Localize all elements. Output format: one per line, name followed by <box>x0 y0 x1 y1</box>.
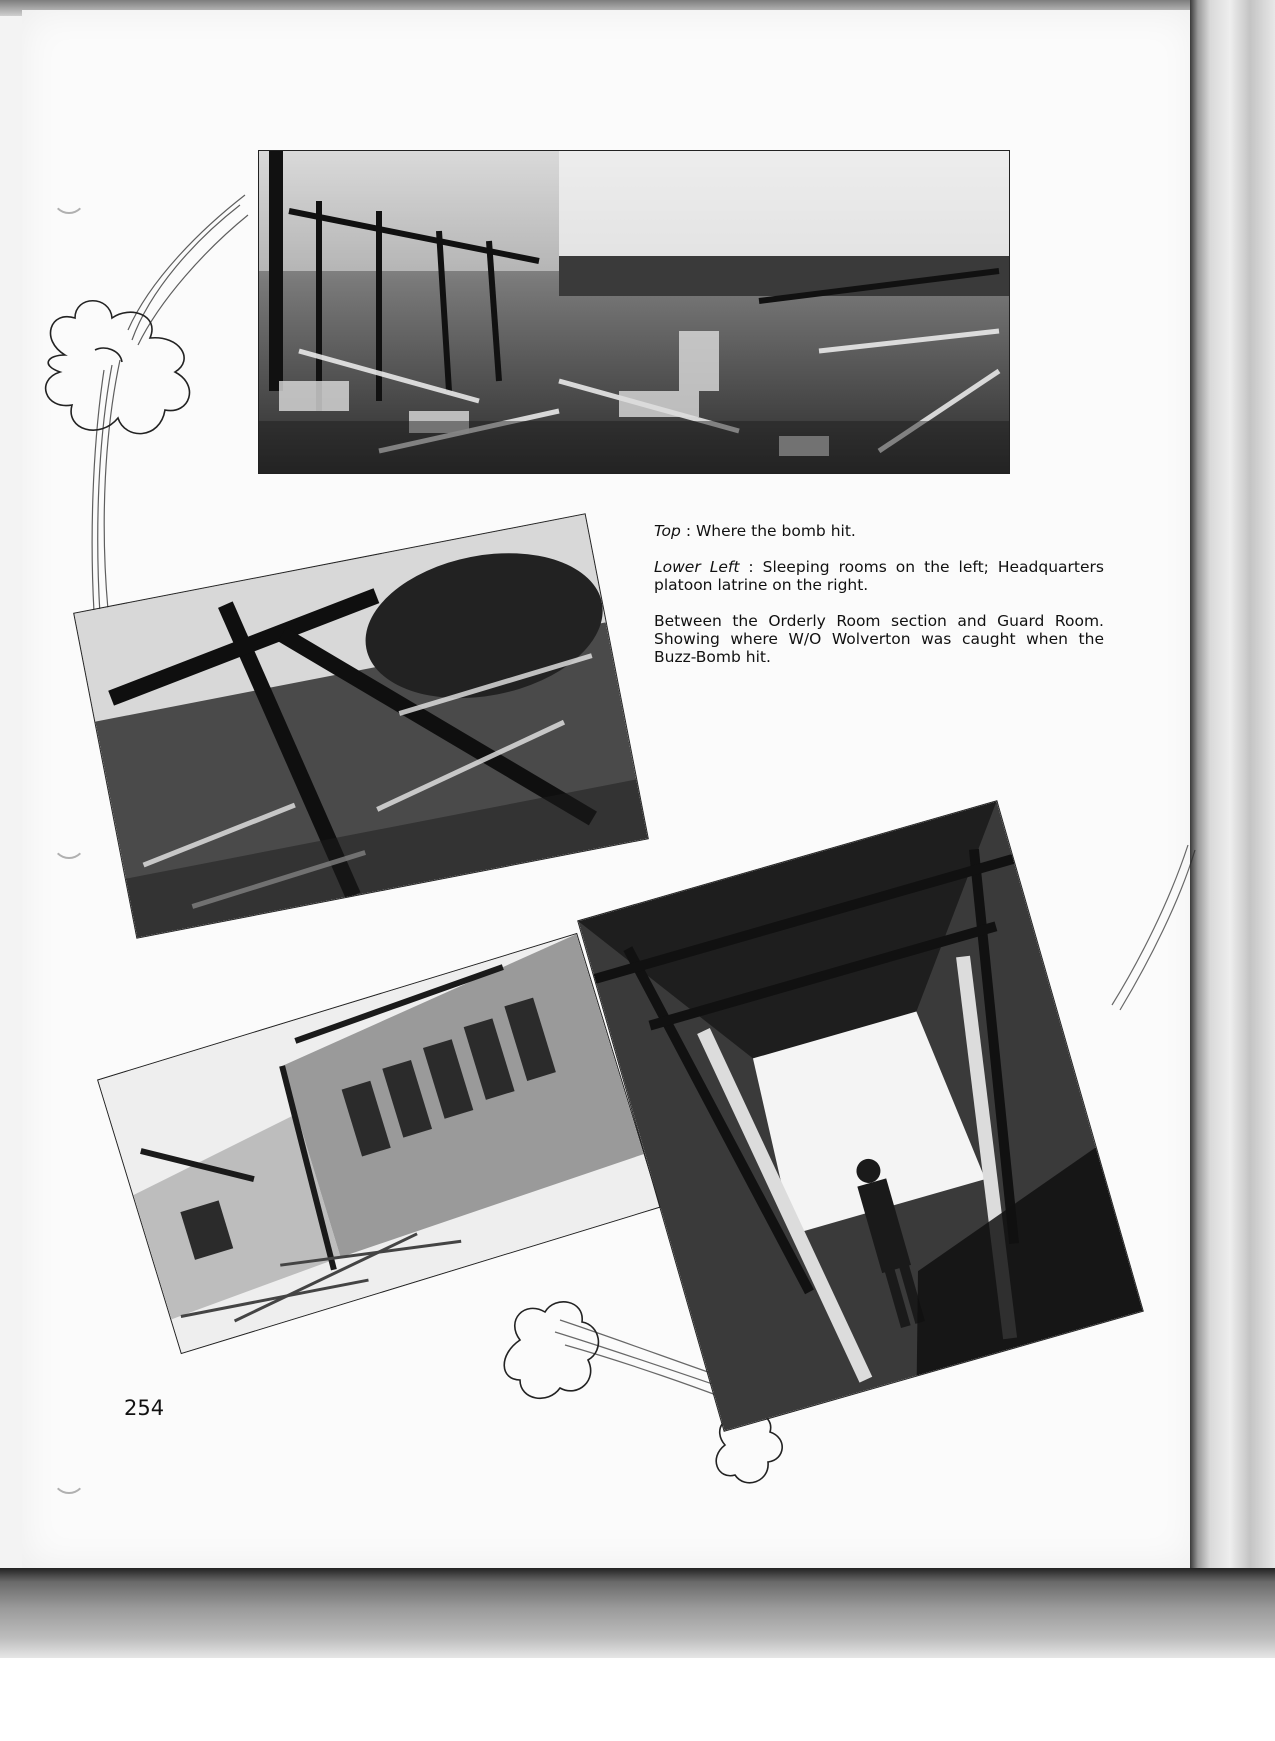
scan-bottom-shadow <box>0 1568 1275 1658</box>
caption-lower-left <box>654 558 1104 594</box>
caption-top-label: Top <box>654 522 681 540</box>
punch-hole-icon <box>52 825 86 859</box>
bomb-crater-ruins-photo <box>258 150 1010 474</box>
caption-top <box>654 522 1104 540</box>
scan-bottom-margin <box>0 1658 1275 1741</box>
caption-lower-left-label: Lower Left <box>654 558 740 576</box>
scan-right-edge <box>1190 0 1275 1741</box>
photo-captions <box>654 522 1104 684</box>
page-number: 254 <box>124 1396 165 1420</box>
caption-top-text: : Where the bomb hit. <box>680 522 856 540</box>
caption-lower-left-text: : Sleeping rooms on the left; Headquarters platoon latrine on the right. <box>654 558 1104 594</box>
punch-hole-icon <box>52 180 86 214</box>
caption-third: Between the Orderly Room section and Guard Room. Showing where W/O Wolverton was caught when the Buzz-Bomb hit. <box>654 612 1104 666</box>
punch-hole-icon <box>52 1460 86 1494</box>
